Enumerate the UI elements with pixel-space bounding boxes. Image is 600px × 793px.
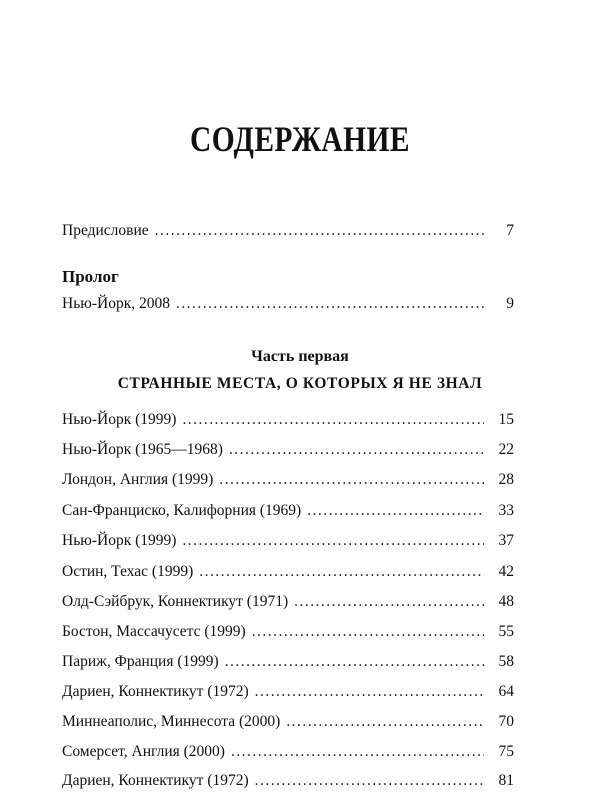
toc-entry-label: Сан-Франциско, Калифорния (1969)	[62, 502, 302, 519]
leader-dots	[231, 741, 484, 763]
toc-entry	[62, 681, 514, 703]
toc-entry-label: Нью-Йорк (1999)	[62, 411, 177, 428]
prologue-heading: Пролог	[62, 267, 119, 286]
toc-entry-page: 28	[498, 471, 514, 488]
toc-entry-label: Нью-Йорк, 2008	[62, 295, 170, 312]
toc-entry-page: 7	[506, 222, 514, 239]
leader-dots	[255, 770, 484, 792]
leader-dots	[294, 591, 484, 613]
toc-entry-label: Предисловие	[62, 222, 149, 239]
toc-entry-label: Сомерсет, Англия (2000)	[62, 743, 225, 760]
toc-entry-label: Олд-Сэйбрук, Коннектикут (1971)	[62, 593, 289, 610]
toc-entry-page: 48	[498, 593, 514, 610]
toc-entry-page: 58	[498, 653, 514, 670]
toc-entry-label: Дариен, Коннектикут (1972)	[62, 683, 249, 700]
leader-dots	[286, 711, 484, 733]
toc-entry	[62, 561, 514, 583]
toc-entry-label: Нью-Йорк (1999)	[62, 532, 177, 549]
leader-dots	[199, 561, 484, 583]
toc-entry	[62, 469, 514, 491]
toc-entry-page: 70	[498, 713, 514, 730]
toc-entry-preface	[62, 220, 514, 242]
leader-dots	[176, 293, 484, 315]
toc-entry	[62, 591, 514, 613]
toc-entry-page: 55	[498, 623, 514, 640]
part-label: Часть первая	[251, 348, 349, 365]
leader-dots	[255, 681, 484, 703]
toc-entry	[62, 409, 514, 431]
toc-entry-page: 9	[506, 295, 514, 312]
toc-entry	[62, 741, 514, 763]
toc-entry-label: Нью-Йорк (1965—1968)	[62, 441, 223, 458]
toc-entry	[62, 711, 514, 733]
toc-entry-page: 37	[498, 532, 514, 549]
toc-entry	[62, 293, 514, 315]
toc-entry-label: Лондон, Англия (1999)	[62, 471, 214, 488]
toc-entry-page: 33	[498, 502, 514, 519]
toc-entry-page: 75	[498, 743, 514, 760]
part-title: СТРАННЫЕ МЕСТА, О КОТОРЫХ Я НЕ ЗНАЛ	[117, 375, 483, 392]
leader-dots	[182, 409, 484, 431]
toc-entry-page: 22	[498, 441, 514, 458]
toc-entry-page: 64	[498, 683, 514, 700]
toc-entry-label: Миннеаполис, Миннесота (2000)	[62, 713, 281, 730]
toc-entry-page: 81	[498, 772, 514, 789]
toc-entry-page: 42	[498, 563, 514, 580]
leader-dots	[219, 469, 484, 491]
toc-entry	[62, 500, 514, 522]
leader-dots	[225, 651, 484, 673]
leader-dots	[307, 500, 484, 522]
leader-dots	[229, 439, 484, 461]
toc-entry-label: Остин, Техас (1999)	[62, 563, 194, 580]
toc-entry-label: Бостон, Массачусетс (1999)	[62, 623, 246, 640]
toc-entry	[62, 770, 514, 792]
toc-entry-page: 15	[498, 411, 514, 428]
toc-entry	[62, 651, 514, 673]
toc-entry-label: Париж, Франция (1999)	[62, 653, 219, 670]
page-title: СОДЕРЖАНИЕ	[189, 119, 411, 159]
toc-entry	[62, 530, 514, 552]
leader-dots	[252, 621, 484, 643]
toc-entry-label: Дариен, Коннектикут (1972)	[62, 772, 249, 789]
leader-dots	[182, 530, 484, 552]
toc-entry	[62, 439, 514, 461]
toc-entry	[62, 621, 514, 643]
leader-dots	[155, 220, 484, 242]
